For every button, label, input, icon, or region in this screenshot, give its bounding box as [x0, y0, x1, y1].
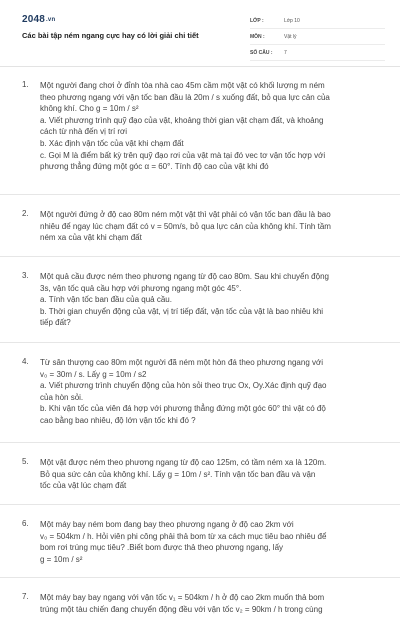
question-line: Một máy bay bay ngang với vận tốc v₁ = 504km / h ở độ cao 2km muốn thả bom: [40, 593, 325, 602]
question-list: [0, 66, 400, 614]
question-number: 4.: [22, 357, 29, 366]
meta-value: 7: [284, 49, 287, 56]
question-text: [40, 357, 378, 427]
question-line: b. Xác định vận tốc của vật khi chạm đất: [40, 138, 184, 148]
question-line: theo phương ngang với vận tốc ban đầu là 20m / s xuống đất, bỏ qua lực cản của: [40, 92, 330, 102]
question-line: cao bằng bao nhiêu, độ lớn vận tốc khi đó ?: [40, 415, 196, 425]
question-number: 2.: [22, 209, 29, 218]
question-line: c. Gọi M là điểm bất kỳ trên quỹ đạo rơi của vật mà tại đó vec tơ vận tốc hợp với: [40, 150, 326, 160]
question-line: Bỏ qua sức cản của không khí. Lấy g = 10m / s². Tính vận tốc ban đầu và vận: [40, 469, 316, 479]
question-line: tốc của vật lúc chạm đất: [40, 481, 127, 491]
question-line: tiếp đất?: [40, 318, 71, 328]
question-number: 6.: [22, 519, 29, 528]
meta-row-count: [250, 45, 385, 61]
question-item: [0, 578, 400, 628]
question-number: 5.: [22, 457, 29, 466]
question-line: a. Tính vận tốc ban đầu của quả cầu.: [40, 295, 172, 305]
page-title: Các bài tập ném ngang cực hay có lời giải chi tiết: [22, 31, 199, 40]
document-header: [0, 0, 400, 67]
meta-row-subject: [250, 29, 385, 45]
question-item: [0, 66, 400, 195]
meta-label: SỐ CÂU :: [250, 49, 273, 56]
question-number: 1.: [22, 80, 29, 89]
question-line: ném xa của vật khi chạm đất: [40, 233, 142, 243]
question-item: [0, 343, 400, 443]
question-number: 3.: [22, 271, 29, 280]
question-text: [40, 592, 378, 615]
question-line: của hòn sỏi.: [40, 392, 84, 402]
question-text: [40, 209, 378, 244]
question-line: Một máy bay ném bom đang bay theo phương ngang ở độ cao 2km với: [40, 520, 294, 529]
question-line: không khí. Cho g = 10m / s²: [40, 104, 139, 114]
meta-label: MÔN :: [250, 33, 265, 40]
question-line: Một quả cầu được ném theo phương ngang từ độ cao 80m. Sau khi chuyển động: [40, 272, 329, 281]
question-item: [0, 257, 400, 343]
meta-row-class: [250, 13, 385, 29]
question-item: [0, 443, 400, 505]
question-line: a. Viết phương trình chuyển động của hòn sỏi theo trục Ox, Oy.Xác định quỹ đạo: [40, 381, 327, 391]
question-line: cách từ nhà đến vị trí rơi: [40, 127, 128, 137]
question-line: trúng một tàu chiến đang chuyển động đều với vận tốc v₂ = 90km / h trong cùng: [40, 604, 323, 614]
question-line: v₀ = 30m / s. Lấy g = 10m / s2: [40, 369, 147, 379]
question-line: Một người đứng ở độ cao 80m ném một vật thì vật phải có vận tốc ban đầu là bao: [40, 210, 331, 219]
question-line: g = 10m / s²: [40, 554, 83, 564]
question-text: [40, 519, 378, 565]
question-text: [40, 457, 378, 492]
meta-value: Lớp 10: [284, 17, 300, 24]
question-line: Một người đang chơi ở đỉnh tòa nhà cao 45m cầm một vật có khối lượng m ném: [40, 81, 325, 90]
logo-text: 2048: [22, 14, 46, 25]
site-logo[interactable]: [22, 14, 55, 25]
question-line: bom rơi trúng mục tiêu? .Biết bom được thả theo phương ngang, lấy: [40, 543, 284, 553]
question-text: [40, 271, 378, 329]
question-number: 7.: [22, 592, 29, 601]
meta-value: Vật lý: [284, 33, 297, 40]
question-line: 3s, vận tốc quả cầu hợp với phương ngang một góc 45°.: [40, 283, 242, 293]
question-item: [0, 195, 400, 257]
question-item: [0, 505, 400, 578]
question-line: Một vật được ném theo phương ngang từ độ cao 125m, có tầm ném xa là 120m.: [40, 458, 327, 467]
question-line: a. Viết phương trình quỹ đạo của vật, khoảng thời gian vật chạm đất, và khoảng: [40, 115, 324, 125]
question-line: b. Thời gian chuyển động của vật, vị trí tiếp đất, vận tốc của vật là bao nhiêu khi: [40, 306, 324, 316]
question-line: phương thẳng đứng một góc α = 60°. Tính độ cao của vật khi đó: [40, 162, 269, 172]
question-line: Từ sân thượng cao 80m một người đã ném một hòn đá theo phương ngang với: [40, 358, 324, 367]
question-line: v₀ = 504km / h. Hỏi viên phi công phải thả bom từ xa cách mục tiêu bao nhiêu để: [40, 531, 327, 541]
question-line: nhiêu để ngay lúc chạm đất có v = 50m/s, bỏ qua lực cản của không khí. Tính tầm: [40, 221, 331, 231]
meta-label: LỚP :: [250, 17, 264, 24]
question-text: [40, 80, 378, 173]
meta-table: [250, 13, 385, 61]
logo-suffix: .vn: [46, 17, 56, 23]
question-line: b. Khi vận tốc của viên đá hợp với phương thẳng đứng một góc 60° thì vật có độ: [40, 404, 326, 414]
